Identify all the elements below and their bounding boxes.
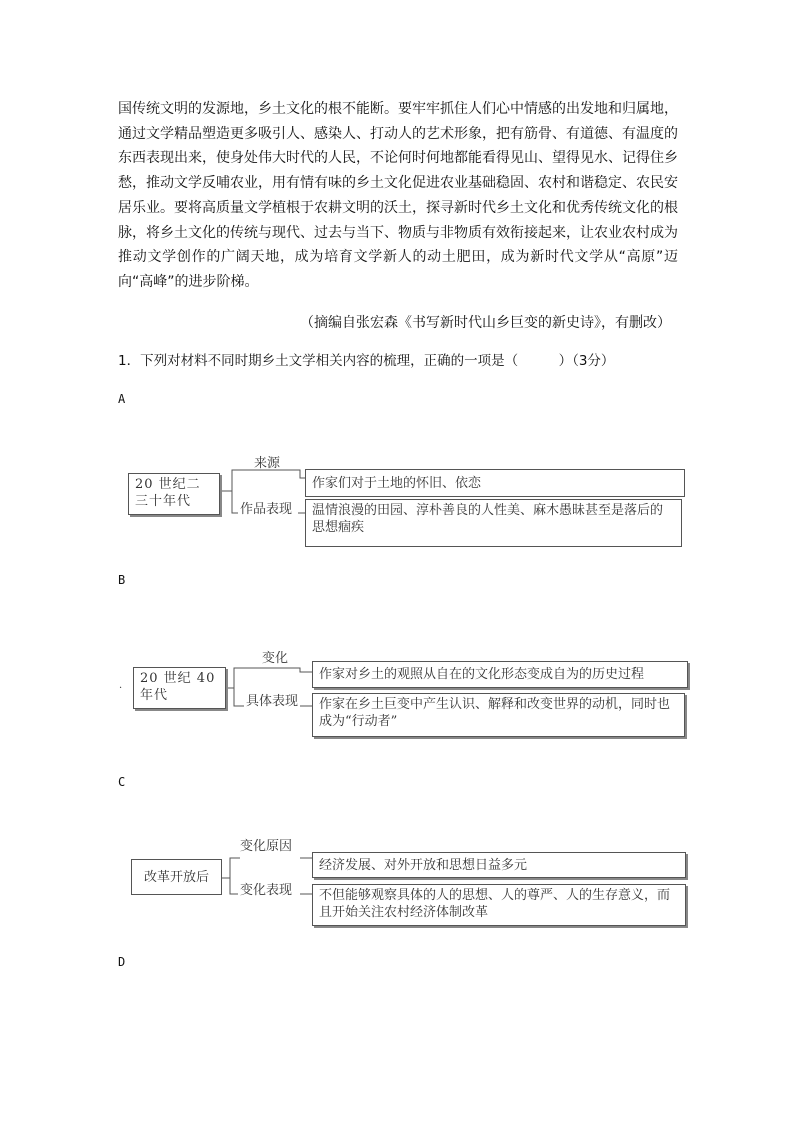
option-c-root-box: 改革开放后 [131,859,222,895]
passage-paragraph: 国传统文明的发源地，乡土文化的根不能断。要牢牢抓住人们心中情感的出发地和归属地，通过文学精品塑造更多吸引人、感染人、打动人的艺术形象，把有筋骨、有道德、有温度的东西表现出来，使身处伟大时代的人民，不论何时何地都能看得见山、望得见水、记得住乡愁，推动文学反哺农业，用有情有味的乡土文化促进农业基础稳固、农村和谐稳定、农民安居乐业。要将高质量文学植根于农耕文明的沃土，探寻新时代乡土文化和优秀传统文化的根脉，将乡土文化的传统与现代、过去与当下、物质与非物质有效衔接起来，让农业农村成为推动文学创作的广阔天地，成为培育文学新人的动土肥田，成为新时代文学从“高原”迈向“高峰”的进步阶梯。 [118,101,678,290]
option-b-branch1-box: 作家对乡土的观照从自在的文化形态变成自为的历史过程 [312,661,688,688]
passage-source: （摘编自张宏森《书写新时代山乡巨变的新史诗》，有删改） [300,315,671,331]
option-b-branch1-label: 变化 [262,651,289,666]
option-b-label[interactable]: B [118,573,126,587]
option-c-label[interactable]: C [118,775,126,789]
option-a-label[interactable]: A [118,392,126,406]
option-a-branch2-label: 作品表现 [240,502,293,517]
option-b-root-box: 20 世纪 40 年代 [133,667,226,709]
option-a-branch1-label: 来源 [254,456,281,471]
option-b-branch2-box: 作家在乡土巨变中产生认识、解释和改变世界的动机，同时也成为“行动者” [312,693,685,737]
question-stem: 1．下列对材料不同时期乡土文学相关内容的梳理，正确的一项是（ ）（3分） [118,353,615,369]
option-a-root-box: 20 世纪二三十年代 [128,473,220,515]
option-c-branch1-label: 变化原因 [240,839,293,854]
option-c-branch2-label: 变化表现 [240,883,293,898]
option-a-branch1-box: 作家们对于土地的怀旧、依恋 [305,469,685,497]
option-c-branch1-box: 经济发展、对外开放和思想日益多元 [312,852,686,878]
option-d-label[interactable]: D [118,955,126,969]
option-b-stray-mark: · [119,683,123,694]
option-a-branch2-box: 温情浪漫的田园、淳朴善良的人性美、麻木愚昧甚至是落后的思想痼疾 [305,499,682,547]
option-b-branch2-label: 具体表现 [246,694,299,709]
option-c-branch2-box: 不但能够观察具体的人的思想、人的尊严、人的生存意义，而且开始关注农村经济体制改革 [312,884,686,926]
